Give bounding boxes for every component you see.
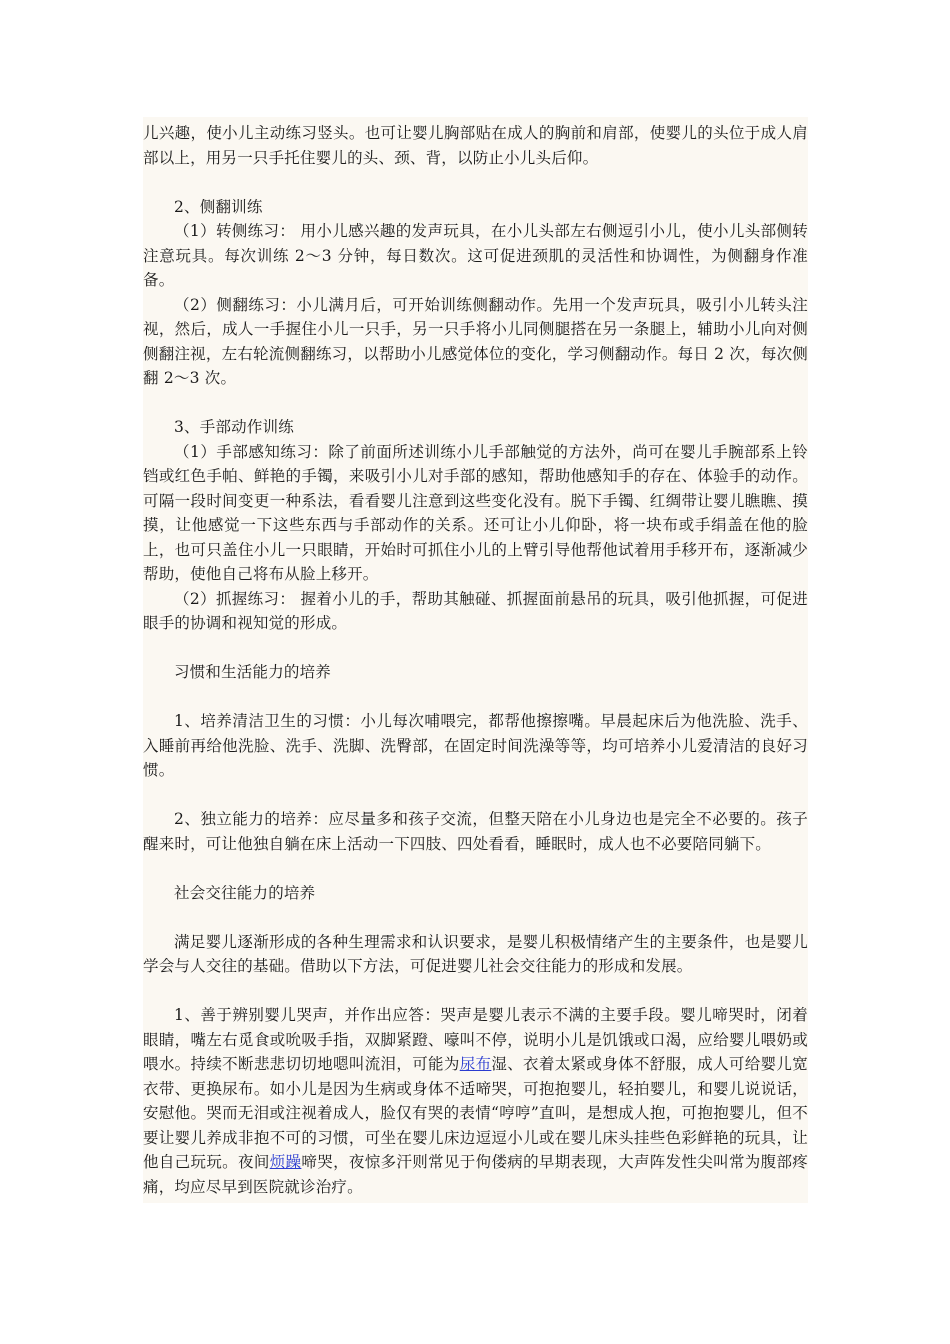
text-span: 湿、衣着太紧或身体不舒服，成人可给婴儿宽衣带、更换尿布。如小儿是因为生病或身体不适啼哭，可抱抱婴儿，轻拍婴儿，和婴儿说说话，安慰他。哭而无泪或注视着成人，脸仅有哭的表情“哼哼”直叫，是想成人抱，可抱抱婴儿，但不要让婴儿养成非抱不可的习惯，可坐在婴儿床边逗逗小儿或在婴儿床头挂些色彩鲜艳的玩具，让他自己玩玩。夜间 — [143, 1055, 808, 1171]
heading-side-roll-training: 2、侧翻训练 — [174, 197, 263, 216]
article-body — [143, 117, 808, 1203]
text-span: 啼哭，夜惊多汗则常见于佝偻病的早期表现，大声阵发性尖叫常为腹部疼痛，均应尽早到医院就诊治疗。 — [143, 1153, 809, 1196]
paragraph-roll-practice: （2）侧翻练习：小儿满月后，可开始训练侧翻动作。先用一个发声玩具，吸引小儿转头注视，然后，成人一手握住小儿一只手，另一只手将小儿同侧腿搭在另一条腿上，辅助小儿向对侧侧翻注视，左右轮流侧翻练习，以帮助小儿感觉体位的变化，学习侧翻动作。每日 2 次，每次侧翻 2～3 次。 — [143, 295, 808, 387]
paragraph-grasp-practice: （2）抓握练习： 握着小儿的手，帮助其触碰、抓握面前悬吊的玩具，吸引他抓握，可促进眼手的协调和视知觉的形成。 — [143, 589, 808, 632]
paragraph-crying — [143, 1003, 808, 1199]
spacer — [143, 783, 808, 808]
spacer — [143, 905, 808, 930]
spacer — [143, 636, 808, 661]
spacer — [143, 170, 808, 195]
link-irritable[interactable]: 烦躁 — [269, 1153, 302, 1171]
spacer — [143, 685, 808, 710]
heading-hand-training: 3、手部动作训练 — [174, 418, 294, 436]
text-span: 1、善于辨别婴儿哭声，并作出应答：哭声是婴儿表示不满的主要手段。婴儿啼哭时，闭着眼睛，嘴左右觅食或吮吸手指，双脚紧蹬、嚎叫不停，说明小儿是饥饿或口渴，应给婴儿喂奶或喂水。持续不断悲悲切切地嗯叫流泪，可能为 — [143, 1006, 808, 1073]
spacer — [143, 979, 808, 1004]
paragraph-hand-sense: （1）手部感知练习：除了前面所述训练小儿手部触觉的方法外，尚可在婴儿手腕部系上铃铛或红色手帕、鲜艳的手镯，来吸引小儿对手部的感知，帮助他感知手的存在、体验手的动作。可隔一段时间变更一种系法，看看婴儿注意到这些变化没有。脱下手镯、红绸带让婴儿瞧瞧、摸摸，让他感觉一下这些东西与手部动作的关系。还可让小儿仰卧，将一块布或手绢盖在他的脸上，也可只盖住小儿一只眼睛，开始时可抓住小儿的上臂引导他帮他试着用手移开布，逐渐减少帮助，使他自己将布从脸上移开。 — [143, 442, 808, 583]
paragraph-turn-practice: （1）转侧练习： 用小儿感兴趣的发声玩具，在小儿头部左右侧逗引小儿，使小儿头部侧转注意玩具。每次训练 2～3 分钟，每日数次。这可促进颈肌的灵活性和协调性，为侧翻身作准备。 — [143, 222, 808, 289]
spacer — [143, 856, 808, 881]
heading-habit-ability: 习惯和生活能力的培养 — [174, 663, 332, 681]
heading-social-ability: 社会交往能力的培养 — [174, 883, 316, 902]
paragraph-independence: 2、独立能力的培养：应尽量多和孩子交流，但整天陪在小儿身边也是完全不必要的。孩子醒来时，可让他独自躺在床上活动一下四肢、四处看看，睡眠时，成人也不必要陪同躺下。 — [143, 810, 808, 853]
paragraph-social-intro: 满足婴儿逐渐形成的各种生理需求和认识要求，是婴儿积极情绪产生的主要条件，也是婴儿学会与人交往的基础。借助以下方法，可促进婴儿社会交往能力的形成和发展。 — [143, 932, 808, 975]
paragraph-head-control: 儿兴趣，使小儿主动练习竖头。也可让婴儿胸部贴在成人的胸前和肩部，使婴儿的头位于成人肩部以上，用另一只手托住婴儿的头、颈、背，以防止小儿头后仰。 — [143, 124, 808, 167]
paragraph-cleanliness: 1、培养清洁卫生的习惯：小儿每次哺喂完，都帮他擦擦嘴。早晨起床后为他洗脸、洗手、入睡前再给他洗脸、洗手、洗脚、洗臀部，在固定时间洗澡等等，均可培养小儿爱清洁的良好习惯。 — [143, 712, 808, 779]
spacer — [143, 391, 808, 416]
link-diaper[interactable]: 尿布 — [459, 1055, 492, 1073]
